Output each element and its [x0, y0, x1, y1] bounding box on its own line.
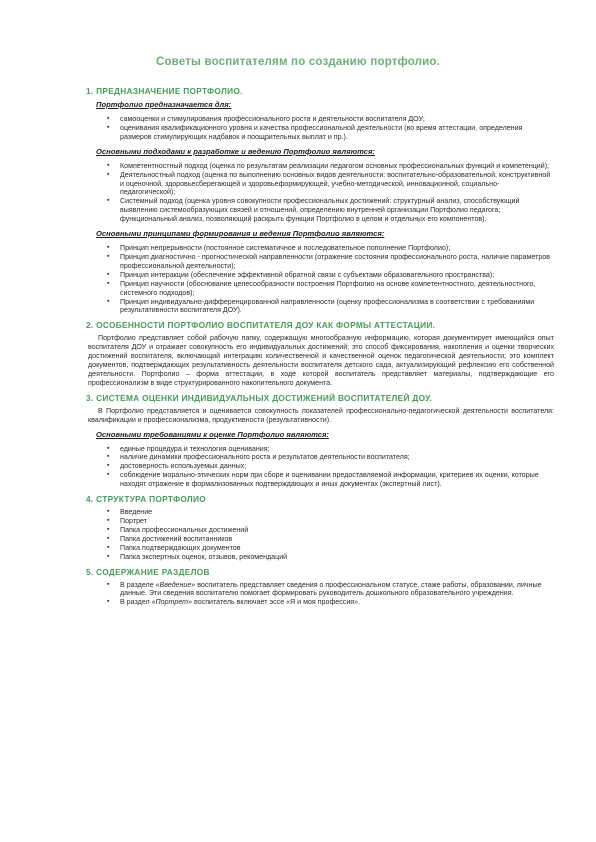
list-item: ▪ Папка экспертных оценок, отзывов, рекомендаций — [86, 553, 554, 562]
purpose-list — [86, 115, 554, 142]
section-2-heading: 2. ОСОБЕННОСТИ ПОРТФОЛИО ВОСПИТАТЕЛЯ ДОУ КАК ФОРМЫ АТТЕСТАЦИИ. — [86, 320, 436, 331]
approaches-list — [86, 162, 554, 224]
list-item: ▪ Компетентностный подход (оценка по результатам реализации педагогом основных профессиональных функций и компетенций); — [86, 162, 554, 171]
list-item: ▪ Принцип непрерывности (постоянное систематичное и последовательное пополнение Портфолио); — [86, 244, 554, 253]
list-item: ▪ Принцип индивидуально-дифференцированной направленности (оценку профессионализма в соответствии с требованиями результативности воспитателя ДОУ). — [86, 298, 554, 316]
list-item: ▪ достоверность используемых данных; — [86, 462, 554, 471]
section-2-paragraph: Портфолио представляет собой рабочую папку, содержащую многообразную информацию, которая документирует имеющийся опыт воспитателя ДОУ и отражает совокупность его индивидуальных достижений; это способ фиксирования, накопления и оценки творческих достижений воспитателя, включающий интеграцию количественной и качественной оценок педагогической деятельности; это комплект документов, подтверждающих результативность деятельности воспитателя детского сада, актуализирующий рефлексию его собственной деятельности. Портфолио – форма аттестации, в ходе которой воспитатель представляет материалы, подтверждающие его профессионализм в виде структурированного накопительного документа. — [88, 334, 554, 387]
item-text-emphasis: Портрет — [155, 598, 189, 607]
principles-list — [86, 244, 554, 315]
list-item: ▪ самооценки и стимулирования профессионального роста и деятельности воспитателя ДОУ; — [86, 115, 554, 124]
section-1-subheading-approaches: Основными подходами к разработке и ведению Портфолио являются: — [96, 146, 375, 156]
item-text-pre: В раздел « — [120, 598, 156, 607]
document-body — [86, 86, 554, 612]
section-3-paragraph: В Портфолио представляется и оценивается совокупность показателей профессионально-педагогической деятельности воспитателя: квалификации и профессионализма, продуктивности (результативности). — [88, 406, 554, 424]
list-item: ▪ Папка профессиональных достижений — [86, 526, 554, 535]
section-3-subheading-requirements: Основными требованиями к оценке Портфолио являются: — [96, 429, 329, 439]
item-text-post: » воспитатель включает эссе «Я и моя профессия». — [188, 598, 361, 607]
list-item: ▪ Папка достижений воспитанников — [86, 535, 554, 544]
list-item: ▪ Системный подход (оценка уровня совокупности профессиональных достижений: структурный анализ, способствующий выявлению системообразующих связей и отношений, определению внутренней организации Портфолио педагога; функциональный анализ, позволяющий раскрыть функции Портфолио в целом и отдельных его компонентов). — [86, 197, 554, 224]
list-item: ▪ Принцип научности (обоснование целесообразности построения Портфолио на основе компетентностного, деятельностного, системного подходов); — [86, 280, 554, 298]
item-text-pre: В разделе « — [120, 580, 160, 589]
list-item: ▪ Портрет — [86, 517, 554, 526]
item-text-post: » воспитатель представляет сведения о профессиональном статусе, стаже работы, образовании, личные данные. Эти сведения воспитателю помогает формировать руководитель дошкольного образовательного учреждения. — [120, 580, 542, 598]
section-1-heading: 1. ПРЕДНАЗНАЧЕНИЕ ПОРТФОЛИО. — [86, 86, 243, 96]
list-item: ▪ Принцип диагностично - прогностической направленности (отражение состояния профессионального роста, наличие параметров профессиональной деятельности); — [86, 253, 554, 271]
section-1-subheading-purpose: Портфолио предназначается для: — [96, 100, 232, 109]
section-4-heading: 4. СТРУКТУРА ПОРТФОЛИО — [86, 494, 207, 505]
list-item: ▪ Папка подтверждающих документов — [86, 544, 554, 553]
item-text-emphasis: Введение — [159, 580, 192, 589]
list-item — [86, 581, 554, 599]
document-title: Советы воспитателям по созданию портфолио. — [155, 56, 441, 68]
section-3-heading: 3. СИСТЕМА ОЦЕНКИ ИНДИВИДУАЛЬНЫХ ДОСТИЖЕНИЙ ВОСПИТАТЕЛЕЙ ДОУ. — [86, 392, 433, 403]
list-item: ▪ Введение — [86, 508, 554, 517]
list-item — [86, 598, 554, 607]
list-item: ▪ единые процедура и технология оценивания; — [86, 445, 554, 454]
sections-content-list — [86, 581, 554, 608]
list-item: ▪ наличие динамики профессионального роста и результатов деятельности воспитателя; — [86, 453, 554, 462]
list-item: ▪ Принцип интеракции (обеспечение эффективной обратной связи с субъектами образовательного пространства); — [86, 271, 554, 280]
section-5-heading: 5. СОДЕРЖАНИЕ РАЗДЕЛОВ — [86, 566, 210, 577]
structure-list — [86, 508, 554, 561]
requirements-list — [86, 445, 554, 490]
list-item: ▪ Деятельностный подход (оценка по выполнению основных видов деятельности: воспитательно-образовательной, конструктивной и оценочной, здоровьесберегающей и здоровьеформирующей, учебно-методической, инновационной, социально-педагогической); — [86, 171, 554, 198]
list-item: ▪ оценивания квалификационного уровня и качества профессиональной деятельности (во время аттестации, определения размеров стимулирующих надбавок и поощрительных выплат и пр.). — [86, 124, 554, 142]
list-item: ▪ соблюдение морально-этических норм при сборе и оценивании предоставляемой информации, критериев их оценки, которые находят отражение в формализованных подтверждающих и иных документах (экспертный лист). — [86, 471, 554, 489]
section-1-subheading-principles: Основными принципами формирования и ведения Портфолио являются: — [96, 229, 385, 239]
